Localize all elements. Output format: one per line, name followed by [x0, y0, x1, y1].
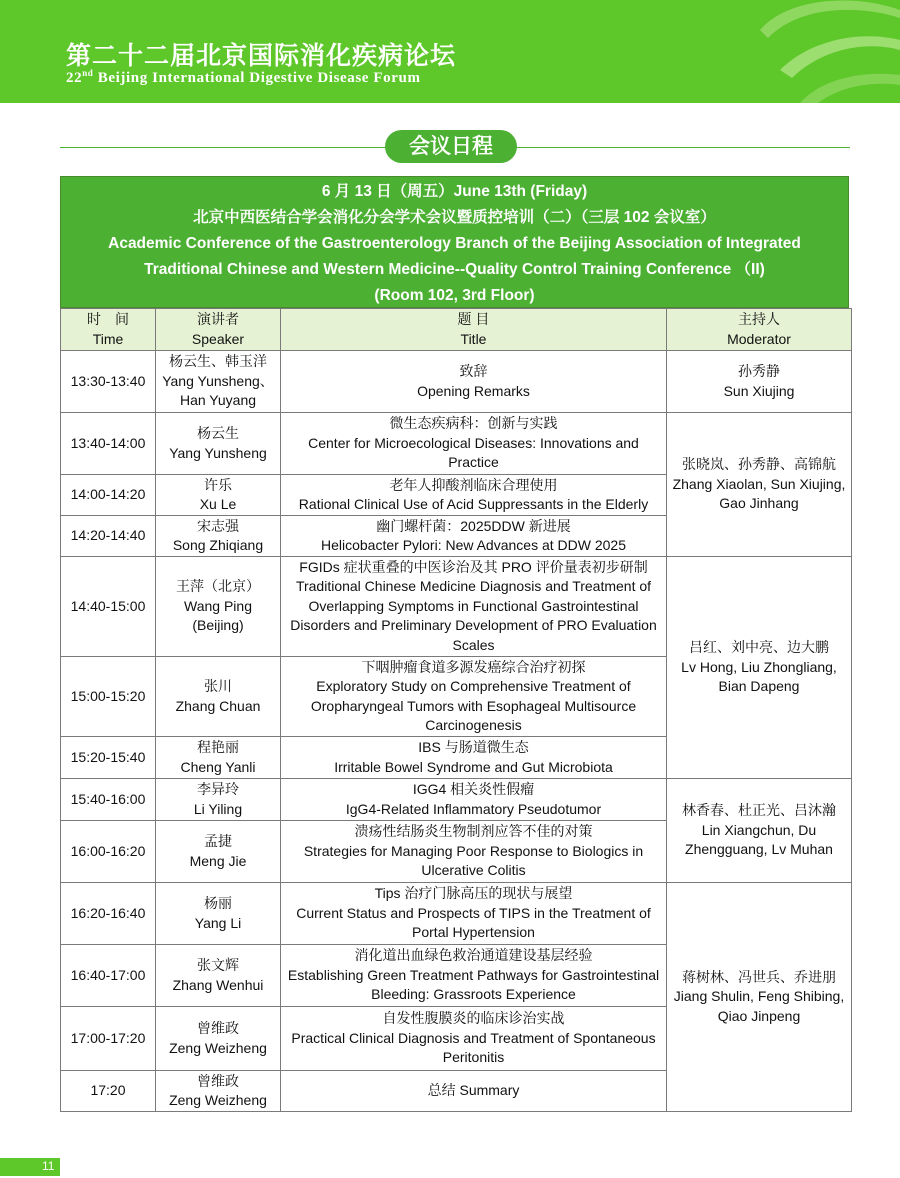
time-cell: 15:20-15:40 — [61, 737, 156, 779]
speaker-cell: 李异玲 Li Yiling — [156, 779, 281, 821]
forum-title-cn: 第二十二届北京国际消化疾病论坛 — [66, 41, 457, 70]
time-cell: 14:40-15:00 — [61, 557, 156, 657]
moderator-cell: 蒋树林、冯世兵、乔进朋 Jiang Shulin, Feng Shibing, Qiao Jinpeng — [667, 883, 852, 1112]
day-date: 6 月 13 日（周五）June 13th (Friday) — [321, 183, 588, 200]
time-cell: 17:20 — [61, 1071, 156, 1112]
title-cell: Tips 治疗门脉高压的现状与展望 Current Status and Prospects of TIPS in the Treatment of Portal Hypertension — [281, 883, 667, 945]
session-title-cn: 北京中西医结合学会消化分会学术会议暨质控培训（二）（三层 102 会议室） — [193, 209, 716, 226]
schedule-table — [60, 308, 852, 1112]
title-cell: IGG4 相关炎性假瘤 IgG4-Related Inflammatory Pseudotumor — [281, 779, 667, 821]
title-cell: IBS 与肠道微生态 Irritable Bowel Syndrome and Gut Microbiota — [281, 737, 667, 779]
time-cell: 15:00-15:20 — [61, 657, 156, 737]
table-row — [61, 883, 852, 945]
speaker-cell: 程艳丽 Cheng Yanli — [156, 737, 281, 779]
moderator-cell: 张晓岚、孙秀静、高锦航 Zhang Xiaolan, Sun Xiujing, Gao Jinhang — [667, 413, 852, 557]
session-room: (Room 102, 3rd Floor) — [374, 287, 535, 304]
swoosh-logo-icon — [700, 0, 900, 103]
speaker-cell: 杨云生、韩玉洋 Yang Yunsheng、Han Yuyang — [156, 351, 281, 413]
title-cell: 总结 Summary — [281, 1071, 667, 1112]
day-header — [60, 176, 849, 308]
time-cell: 17:00-17:20 — [61, 1007, 156, 1071]
section-title: 会议日程 — [385, 130, 517, 163]
title-cell: 消化道出血绿色救治通道建设基层经验 Establishing Green Treatment Pathways for Gastrointestinal Bleeding: Grassroots Experience — [281, 945, 667, 1007]
table-row — [61, 779, 852, 821]
table-row — [61, 351, 852, 413]
title-cell: 老年人抑酸剂临床合理使用 Rational Clinical Use of Acid Suppressants in the Elderly — [281, 475, 667, 516]
speaker-cell: 孟捷 Meng Jie — [156, 821, 281, 883]
speaker-cell: 杨丽 Yang Li — [156, 883, 281, 945]
moderator-cell: 林香春、杜正光、吕沐瀚 Lin Xiangchun, Du Zhengguang, Lv Muhan — [667, 779, 852, 883]
table-header-row — [61, 309, 852, 351]
title-cell: FGIDs 症状重叠的中医诊治及其 PRO 评价量表初步研制 Traditional Chinese Medicine Diagnosis and Treatment of Overlapping Symptoms in Functional Gastrointestinal Disorders and Preliminary Development of PRO Evaluation Scales — [281, 557, 667, 657]
time-cell: 15:40-16:00 — [61, 779, 156, 821]
forum-title-en: 22nd Beijing International Digestive Disease Forum — [66, 68, 421, 86]
moderator-cell: 吕红、刘中亮、边大鹏 Lv Hong, Liu Zhongliang, Bian Dapeng — [667, 557, 852, 779]
time-cell: 14:20-14:40 — [61, 516, 156, 557]
speaker-cell: 张川 Zhang Chuan — [156, 657, 281, 737]
column-header-title: 题 目 Title — [281, 309, 667, 351]
speaker-cell: 张文辉 Zhang Wenhui — [156, 945, 281, 1007]
title-cell: 幽门螺杆菌：2025DDW 新进展 Helicobacter Pylori: New Advances at DDW 2025 — [281, 516, 667, 557]
page-number: 11 — [42, 1159, 55, 1173]
table-row — [61, 413, 852, 475]
page-number-tab — [0, 1158, 60, 1176]
speaker-cell: 宋志强 Song Zhiqiang — [156, 516, 281, 557]
column-header-time: 时 间 Time — [61, 309, 156, 351]
column-header-speaker: 演讲者 Speaker — [156, 309, 281, 351]
column-header-moderator: 主持人 Moderator — [667, 309, 852, 351]
speaker-cell: 杨云生 Yang Yunsheng — [156, 413, 281, 475]
title-cell: 下咽肿瘤食道多源发癌综合治疗初探 Exploratory Study on Comprehensive Treatment of Oropharyngeal Tumors with Esophageal Multisource Carcinogenesis — [281, 657, 667, 737]
time-cell: 14:00-14:20 — [61, 475, 156, 516]
speaker-cell: 曾维政 Zeng Weizheng — [156, 1071, 281, 1112]
speaker-cell: 曾维政 Zeng Weizheng — [156, 1007, 281, 1071]
title-cell: 微生态疾病科：创新与实践 Center for Microecological Diseases: Innovations and Practice — [281, 413, 667, 475]
title-cell: 致辞 Opening Remarks — [281, 351, 667, 413]
time-cell: 13:40-14:00 — [61, 413, 156, 475]
speaker-cell: 王萍（北京） Wang Ping (Beijing) — [156, 557, 281, 657]
speaker-cell: 许乐 Xu Le — [156, 475, 281, 516]
session-title-en-1: Academic Conference of the Gastroenterology Branch of the Beijing Association of Integrated — [108, 235, 801, 252]
time-cell: 13:30-13:40 — [61, 351, 156, 413]
moderator-cell: 孙秀静 Sun Xiujing — [667, 351, 852, 413]
title-cell: 自发性腹膜炎的临床诊治实战 Practical Clinical Diagnosis and Treatment of Spontaneous Peritonitis — [281, 1007, 667, 1071]
session-title-en-2: Traditional Chinese and Western Medicine--Quality Control Training Conference （II) — [144, 261, 765, 278]
time-cell: 16:00-16:20 — [61, 821, 156, 883]
title-cell: 溃疡性结肠炎生物制剂应答不佳的对策 Strategies for Managing Poor Response to Biologics in Ulcerative Colitis — [281, 821, 667, 883]
table-row — [61, 557, 852, 657]
time-cell: 16:40-17:00 — [61, 945, 156, 1007]
time-cell: 16:20-16:40 — [61, 883, 156, 945]
forum-banner — [0, 0, 900, 103]
